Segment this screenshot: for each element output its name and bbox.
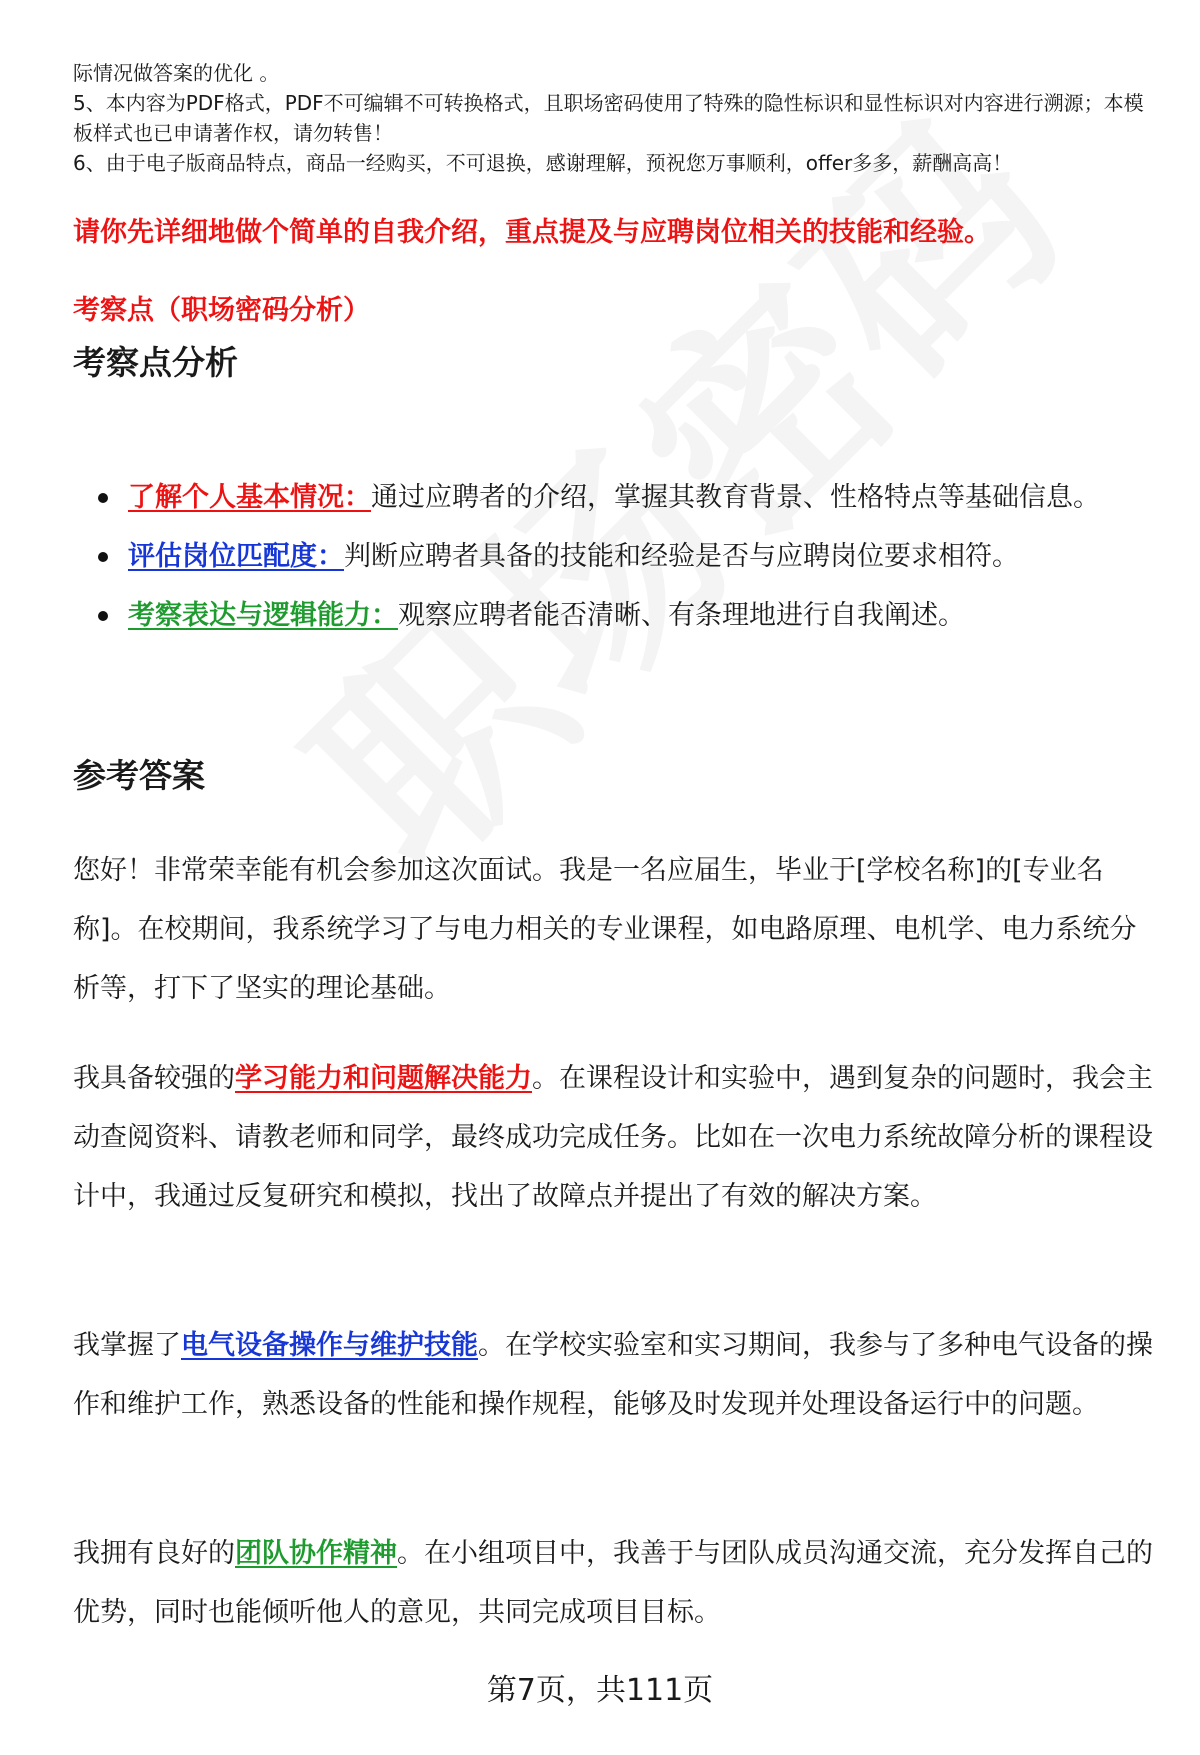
analysis-heading: 考察点分析 xyxy=(73,343,238,382)
point-text: 通过应聘者的介绍，掌握其教育背景、性格特点等基础信息。 xyxy=(371,482,1100,513)
highlight-keyword: 电气设备操作与维护技能 xyxy=(181,1330,478,1361)
note-line: 6、由于电子版商品特点，商品一经购买，不可退换，感谢理解，预祝您万事顺利，offer多多，薪酬高高！ xyxy=(73,151,1013,175)
page-number: 第7页，共111页 xyxy=(486,1673,714,1708)
paragraph-text: 我掌握了 xyxy=(73,1330,181,1361)
paragraph-text: 。在学校实验室和实习期间，我参与了多种电气设备的操作和维护工作，熟悉设备的性能和操作规程，能够及时发现并处理设备运行中的问题。 xyxy=(73,1330,1153,1420)
paragraph-text: 我具备较强的 xyxy=(73,1063,235,1094)
note-line: 际情况做答案的优化 。 xyxy=(73,61,280,85)
bullet-icon xyxy=(98,611,108,621)
bullet-icon xyxy=(98,552,108,562)
notes-block xyxy=(73,58,1163,178)
bullet-icon xyxy=(98,493,108,503)
highlight-keyword: 团队协作精神 xyxy=(235,1538,397,1569)
note-line: 5、本内容为PDF格式，PDF不可编辑不可转换格式，且职场密码使用了特殊的隐性标识和显性标识对内容进行溯源；本模板样式也已申请著作权，请勿转售！ xyxy=(73,91,1144,145)
point-keyword: 评估岗位匹配度： xyxy=(128,541,344,572)
interview-question: 请你先详细地做个简单的自我介绍，重点提及与应聘岗位相关的技能和经验。 xyxy=(73,217,991,248)
answer-heading: 参考答案 xyxy=(73,756,205,795)
paragraph-text: 我拥有良好的 xyxy=(73,1538,235,1569)
point-keyword: 考察表达与逻辑能力： xyxy=(128,600,398,631)
list-item xyxy=(98,527,1158,586)
answer-paragraph xyxy=(73,1049,1153,1226)
analysis-list xyxy=(98,468,1158,645)
point-keyword: 了解个人基本情况： xyxy=(128,482,371,513)
answer-paragraph xyxy=(73,1316,1153,1434)
list-item xyxy=(98,468,1158,527)
list-item xyxy=(98,586,1158,645)
point-text: 观察应聘者能否清晰、有条理地进行自我阐述。 xyxy=(398,600,965,631)
paragraph-text: 。在课程设计和实验中，遇到复杂的问题时，我会主动查阅资料、请教老师和同学，最终成功完成任务。比如在一次电力系统故障分析的课程设计中，我通过反复研究和模拟，找出了故障点并提出了有效的解决方案。 xyxy=(73,1063,1153,1212)
answer-paragraph: 您好！非常荣幸能有机会参加这次面试。我是一名应届生，毕业于[学校名称]的[专业名称]。在校期间，我系统学习了与电力相关的专业课程，如电路原理、电机学、电力系统分析等，打下了坚实的理论基础。 xyxy=(73,855,1137,1004)
analysis-label: 考察点（职场密码分析） xyxy=(73,295,370,326)
point-text: 判断应聘者具备的技能和经验是否与应聘岗位要求相符。 xyxy=(344,541,1019,572)
answer-paragraph xyxy=(73,1524,1153,1642)
highlight-keyword: 学习能力和问题解决能力 xyxy=(235,1063,532,1094)
paragraph-text: 。在小组项目中，我善于与团队成员沟通交流，充分发挥自己的优势，同时也能倾听他人的意见，共同完成项目目标。 xyxy=(73,1538,1153,1628)
